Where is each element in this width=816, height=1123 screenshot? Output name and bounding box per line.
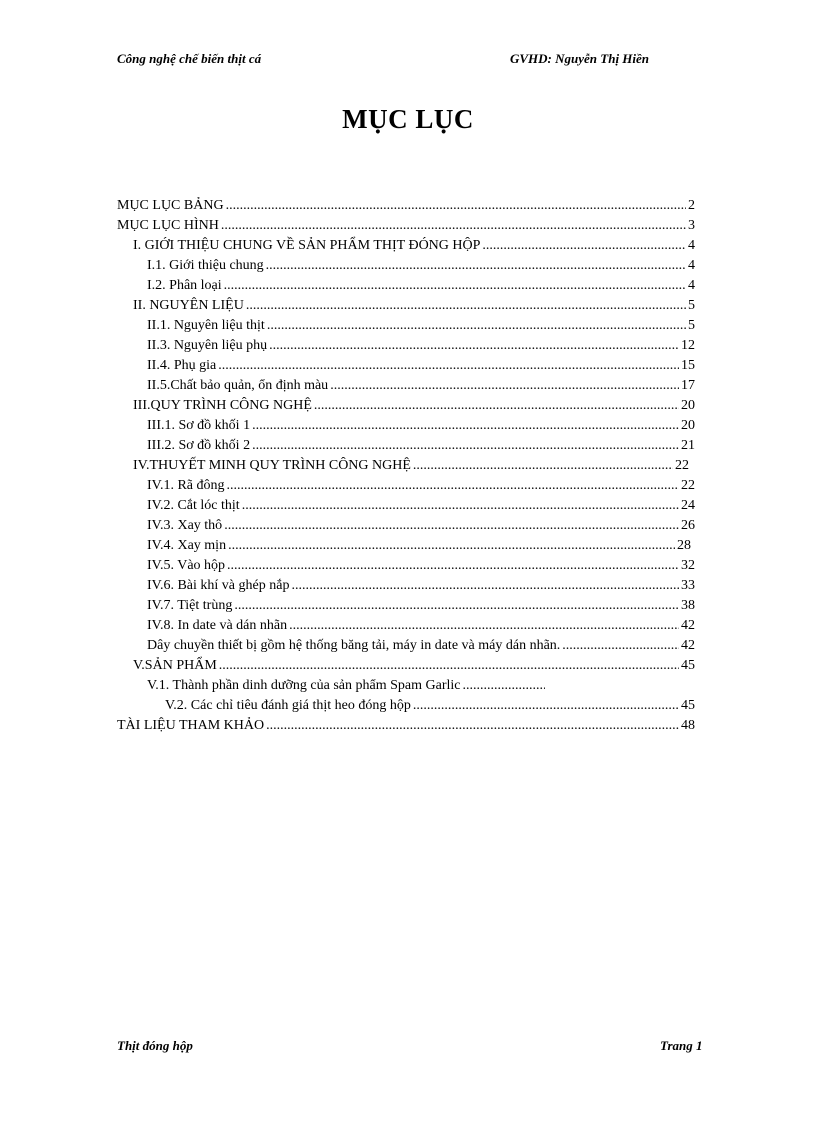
toc-entry-text: IV.2. Cắt lóc thịt [147, 498, 240, 513]
toc-entry-chapter-1[interactable] [133, 238, 695, 258]
toc-entry-page: 33 [681, 578, 695, 593]
toc-entry-page: 3 [688, 218, 695, 233]
toc-entry-page: 15 [681, 358, 695, 373]
toc-entry-section[interactable] [147, 498, 695, 518]
toc-entry-text: II.5.Chất bảo quản, ổn định màu [147, 378, 329, 393]
toc-entry-page: 22 [681, 478, 695, 493]
toc-entry-muc-luc-bang[interactable] [117, 198, 695, 218]
toc-entry-page: 48 [681, 718, 695, 733]
footer-page-number: Trang 1 [660, 1038, 703, 1053]
toc-entry-text: IV.1. Rã đông [147, 478, 225, 493]
toc-entry-page: 22 [675, 458, 689, 473]
toc-entry-chapter-2[interactable] [133, 298, 695, 318]
toc-entry-text: III.1. Sơ đồ khối 1 [147, 418, 251, 433]
toc-entry-chapter-4[interactable] [133, 458, 689, 478]
toc-entry-section[interactable] [147, 338, 695, 358]
toc-entry-section[interactable] [147, 538, 691, 558]
toc-entry-text: V.SẢN PHẨM [133, 658, 217, 673]
toc-entry-page: 20 [681, 418, 695, 433]
toc-entry-page: 5 [688, 318, 695, 333]
toc-entry-section[interactable] [147, 358, 695, 378]
toc-entry-page: 42 [681, 618, 695, 633]
toc-entry-page: 45 [681, 698, 695, 713]
toc-entry-page: 42 [681, 638, 695, 653]
toc-entry-text: Dây chuyền thiết bị gồm hệ thống băng tải, máy in date và máy dán nhãn. [147, 638, 561, 653]
toc-entry-section[interactable] [147, 278, 695, 298]
toc-entry-chapter-5[interactable] [133, 658, 695, 678]
toc-entry-section[interactable] [147, 318, 695, 338]
toc-entry-text: IV.THUYẾT MINH QUY TRÌNH CÔNG NGHỆ [133, 458, 411, 473]
toc-entry-text: I.2. Phân loại [147, 278, 222, 293]
toc-entry-text: III.QUY TRÌNH CÔNG NGHỆ [133, 398, 312, 413]
toc-entry-text: IV.5. Vào hộp [147, 558, 226, 573]
toc-entry-muc-luc-hinh[interactable] [117, 218, 695, 238]
toc-entry-page: 4 [688, 238, 695, 253]
toc-entry-page: 24 [681, 498, 695, 513]
toc-entry-text: MỤC LỤC HÌNH [117, 218, 219, 233]
toc-entry-page: 2 [688, 198, 695, 213]
toc-entry-text: MỤC LỤC BẢNG [117, 198, 224, 213]
toc-entry-page: 38 [681, 598, 695, 613]
toc-entry-section[interactable] [147, 558, 695, 578]
page-title: MỤC LỤC [342, 104, 474, 134]
toc-entry-text: II.3. Nguyên liệu phụ [147, 338, 268, 353]
toc-entry-chapter-3[interactable] [133, 398, 695, 418]
toc-entry-section[interactable] [147, 638, 695, 658]
toc-entry-page: 5 [688, 298, 695, 313]
toc-entry-section[interactable] [147, 418, 695, 438]
toc-entry-text: II. NGUYÊN LIỆU [133, 298, 244, 313]
toc-entry-section[interactable] [165, 698, 695, 718]
toc-entry-references[interactable] [117, 718, 695, 738]
header-instructor: GVHD: Nguyễn Thị Hiền [510, 51, 650, 66]
toc-entry-text: IV.7. Tiệt trùng [147, 598, 233, 613]
toc-entry-page: 20 [681, 398, 695, 413]
toc-entry-section[interactable] [147, 678, 547, 698]
toc-entry-page: 4 [688, 278, 695, 293]
toc-entry-section[interactable] [147, 598, 695, 618]
toc-entry-section[interactable] [147, 258, 695, 278]
toc-entry-text: III.2. Sơ đồ khối 2 [147, 438, 251, 453]
toc-entry-page: 32 [681, 558, 695, 573]
toc-entry-page: 17 [681, 378, 695, 393]
toc-entry-section[interactable] [147, 378, 695, 398]
footer-document-title: Thịt đóng hộp [117, 1038, 193, 1053]
toc-entry-section[interactable] [147, 478, 695, 498]
toc-entry-text: IV.3. Xay thô [147, 518, 223, 533]
toc-entry-text: IV.4. Xay mịn [147, 538, 227, 553]
toc-entry-page: 21 [681, 438, 695, 453]
toc-entry-page: 28 [677, 538, 691, 553]
toc-entry-page: 26 [681, 518, 695, 533]
toc-entry-section[interactable] [147, 438, 695, 458]
toc-entry-text: IV.6. Bài khí và ghép nắp [147, 578, 290, 593]
toc-entry-page: 12 [681, 338, 695, 353]
toc-entry-text: IV.8. In date và dán nhãn [147, 618, 288, 633]
toc-entry-text: I.1. Giới thiệu chung [147, 258, 264, 273]
toc-entry-section[interactable] [147, 578, 695, 598]
toc-entry-text: V.1. Thành phần dinh dưỡng của sản phẩm Spam Garlic [147, 678, 461, 693]
toc-entry-page: 4 [688, 258, 695, 273]
toc-entry-text: II.1. Nguyên liệu thịt [147, 318, 265, 333]
toc-entry-text: II.4. Phụ gia [147, 358, 217, 373]
toc-entry-text: V.2. Các chỉ tiêu đánh giá thịt heo đóng hộp [165, 698, 411, 713]
toc-entry-section[interactable] [147, 618, 695, 638]
header-course-title: Công nghệ chế biến thịt cá [117, 51, 262, 66]
toc-entry-page: 45 [681, 658, 695, 673]
toc-entry-text: TÀI LIỆU THAM KHẢO [117, 718, 265, 733]
toc-entry-text: I. GIỚI THIỆU CHUNG VỀ SẢN PHẨM THỊT ĐÓNG HỘP [133, 238, 481, 253]
toc-entry-section[interactable] [147, 518, 695, 538]
